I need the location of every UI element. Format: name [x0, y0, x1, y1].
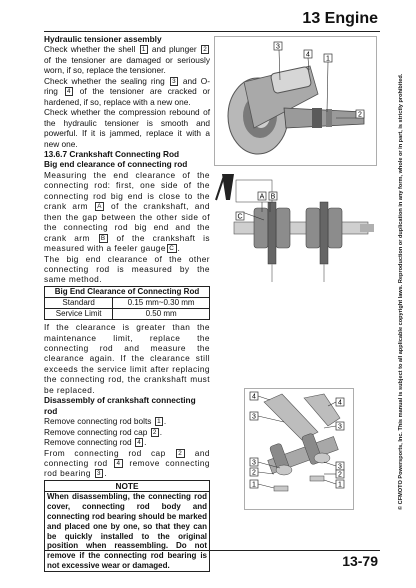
page-number: 13-79: [342, 553, 378, 569]
note-text: When disassembling, the connecting rod cover, connecting rod body and connecting rod bearing should be marked and placed one by one, so that they can be quickly installed to the original position when reassembling. Do not remove if the connecting rod bearing is not excessive wear or damaged.: [47, 491, 207, 571]
callout-1-label: 1: [252, 481, 256, 489]
callout-3-label: 3: [252, 413, 256, 421]
table-row: [45, 297, 210, 308]
callout-C: C: [167, 244, 177, 253]
paragraph-clearance-limit: If the clearance is greater than the maintenance limit, replace the connecting rod and measure the clearance again. If the clearance still exceeds the service limit after replacing the connecting rod, the crankshaft must be replaced.: [44, 322, 210, 395]
clearance-table: [44, 286, 210, 320]
callout-1-label: 1: [338, 481, 342, 489]
callout-A: A: [95, 202, 104, 211]
callout-1: 1: [140, 45, 148, 54]
callout-3-label: 3: [338, 423, 342, 431]
callout-2: 2: [201, 45, 209, 54]
paragraph-other-rod: The big end clearance of the other connecting rod is measured by the same method.: [44, 253, 210, 285]
section-heading: 13.6.7 Crankshaft Connecting Rod: [44, 148, 180, 159]
footer-divider: [44, 550, 380, 551]
callout-A-label: A: [259, 193, 265, 201]
table-row: [45, 309, 210, 320]
step-remove-bearing: From connecting rod cap 2 and connecting rod 4 remove connecting rod bearing 3 .: [44, 447, 210, 479]
header-divider: [44, 31, 380, 32]
callout-3: 3: [170, 77, 178, 86]
callout-2: 2: [176, 449, 185, 458]
callout-4-label: 4: [338, 399, 342, 407]
step-remove-cap: Remove connecting rod cap 2 .: [44, 426, 163, 437]
callout-4: 4: [65, 87, 73, 96]
callout-B-label: B: [270, 193, 276, 201]
callout-B: B: [99, 234, 108, 243]
callout-4: 4: [114, 459, 123, 468]
callout-2: 2: [151, 428, 159, 437]
paragraph-shell-plunger: Check whether the shell 1 and plunger 2 of the tensioner are damaged or seriously worn, if so, replace the tensioner.: [44, 44, 210, 76]
callout-2-label: 2: [358, 111, 362, 119]
tensioner-figure: [214, 36, 377, 166]
table-cell-label: Service Limit: [45, 309, 113, 320]
paragraph-sealing-ring: Check whether the sealing ring 3 and O-ring 4 of the tensioner are cracked or hardened, if so, replace with a new one.: [44, 75, 211, 107]
step-remove-rod: Remove connecting rod 4 .: [44, 437, 147, 448]
step-remove-bolts: Remove connecting rod bolts 1 .: [44, 416, 167, 427]
callout-3-label: 3: [338, 463, 342, 471]
callout-3-label: 3: [276, 43, 280, 51]
callout-2-label: 2: [252, 469, 256, 477]
disassembly-title: Disassembly of crankshaft connecting rod: [44, 395, 196, 416]
tensioner-title: Hydraulic tensioner assembly: [44, 34, 162, 44]
callout-1-label: 1: [326, 55, 330, 63]
feeler-gauge-icon: [216, 174, 234, 200]
callout-3-label: 3: [252, 459, 256, 467]
copyright-notice: © CFMOTO Powersports, Inc. This manual is subject to all applicable copyright laws. Reproduction or duplication in any form, whole or in part, is strictly prohibited.: [398, 73, 404, 510]
table-cell-value: 0.50 mm: [113, 309, 210, 320]
crankshaft-clearance-figure: [214, 172, 377, 290]
note-title: NOTE: [45, 481, 209, 492]
callout-4: 4: [135, 438, 143, 447]
table-title: Big End Clearance of Connecting Rod: [45, 286, 210, 297]
paragraph-measure: Measuring the end clearance of the connecting rod: first, one side of the connecting rod big end is close to the crank arm A of the crankshaft, and then the gap between the other side of the connecting rod big end and the crank arm B of the crankshaft is measured with a feeler gauge C .: [44, 169, 210, 254]
note-box: [44, 480, 210, 572]
table-cell-value: 0.15 mm~0.30 mm: [113, 297, 210, 308]
text-column: [44, 34, 210, 572]
callout-2-label: 2: [338, 471, 342, 479]
callout-4-label: 4: [252, 393, 256, 401]
callout-3: 3: [95, 469, 104, 478]
table-cell-label: Standard: [45, 297, 113, 308]
callout-4-label: 4: [306, 51, 310, 59]
page-header-title: 13 Engine: [302, 10, 378, 27]
paragraph-compression: Check whether the compression rebound of the hydraulic tensioner is smooth and powerful. If it is jammed, replace it with a new one.: [44, 107, 210, 149]
callout-C-label: C: [237, 213, 243, 221]
connecting-rod-figure: [244, 388, 354, 510]
callout-1: 1: [155, 417, 163, 426]
big-end-title: Big end clearance of connecting rod: [44, 159, 188, 170]
